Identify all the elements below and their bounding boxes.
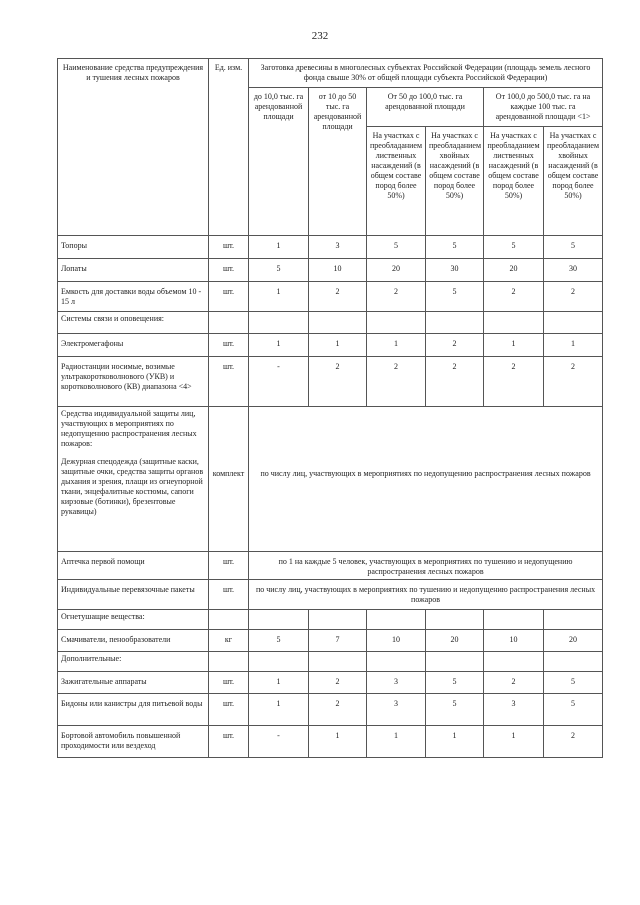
cell: 5 xyxy=(367,236,426,259)
row-unit: шт. xyxy=(209,236,249,259)
cell: - xyxy=(249,357,309,407)
table-row xyxy=(58,694,603,726)
spanned-cell: по 1 на каждые 5 человек, участвующих в мероприятиях по тушению и недопущению распространения лесных пожаров xyxy=(249,552,603,580)
row-unit: шт. xyxy=(209,357,249,407)
cell: 2 xyxy=(484,357,544,407)
header-sub2: от 10 до 50 тыс. га арендованной площади xyxy=(309,88,367,236)
cell: 2 xyxy=(309,282,367,312)
cell: 1 xyxy=(544,334,603,357)
spanned-cell: по числу лиц, участвующих в мероприятиях по тушению и недопущению распространения лесных пожаров xyxy=(249,580,603,610)
cell: 1 xyxy=(367,726,426,758)
row-unit: шт. xyxy=(209,259,249,282)
cell: 2 xyxy=(544,282,603,312)
header-sub3a: На участках с преобладанием лиственных насаждений (в общем составе пород более 50%) xyxy=(367,127,426,236)
cell: 1 xyxy=(309,334,367,357)
cell: 7 xyxy=(309,630,367,652)
row-unit: шт. xyxy=(209,694,249,726)
table-row xyxy=(58,282,603,312)
row-name: Зажигательные аппараты xyxy=(58,672,209,694)
header-name: Наименование средства предупреждения и тушения лесных пожаров xyxy=(58,59,209,236)
cell: 20 xyxy=(367,259,426,282)
cell: 2 xyxy=(426,357,484,407)
table-row xyxy=(58,236,603,259)
table-row xyxy=(58,552,603,580)
table-row xyxy=(58,672,603,694)
section-row xyxy=(58,312,603,334)
cell: 2 xyxy=(484,672,544,694)
cell: 1 xyxy=(249,672,309,694)
row-name: Индивидуальные перевязочные пакеты xyxy=(58,580,209,610)
row-unit: шт. xyxy=(209,552,249,580)
row-name: Емкость для доставки воды объемом 10 - 15 л xyxy=(58,282,209,312)
cell: 20 xyxy=(426,630,484,652)
section-row xyxy=(58,652,603,672)
cell: 2 xyxy=(309,357,367,407)
cell: 10 xyxy=(484,630,544,652)
cell: 5 xyxy=(426,694,484,726)
cell: 5 xyxy=(249,259,309,282)
row-name xyxy=(58,407,209,552)
cell: 30 xyxy=(426,259,484,282)
cell: 1 xyxy=(249,282,309,312)
ppe-items: Дежурная спецодежда (защитные каски, защитные очки, средства защиты органов дыхания и зрения, плащи из огнеупорной ткани, энцефалитные костюмы, сапоги кирзовые (ботинки), брезентовые рукавицы) xyxy=(61,457,204,516)
header-sub4b: На участках с преобладанием хвойных насаждений (в общем составе пород более 50%) xyxy=(544,127,603,236)
row-unit: шт. xyxy=(209,282,249,312)
table-row xyxy=(58,407,603,552)
header-sub3: От 50 до 100,0 тыс. га арендованной площади xyxy=(367,88,484,127)
equipment-table xyxy=(57,58,603,758)
table-row xyxy=(58,630,603,652)
section-heading: Средства индивидуальной защиты лиц, участвующих в мероприятиях по недопущению распространения лесных пожаров: xyxy=(61,409,197,448)
cell: 2 xyxy=(544,357,603,407)
cell: 2 xyxy=(367,357,426,407)
section-heading: Дополнительные: xyxy=(58,652,209,672)
cell: 2 xyxy=(544,726,603,758)
table-row xyxy=(58,726,603,758)
cell: 5 xyxy=(544,236,603,259)
cell: 30 xyxy=(544,259,603,282)
cell: 1 xyxy=(484,334,544,357)
cell: 2 xyxy=(426,334,484,357)
cell: 5 xyxy=(484,236,544,259)
cell: 1 xyxy=(426,726,484,758)
section-heading: Огнетушащие вещества: xyxy=(58,610,209,630)
row-unit: комплект xyxy=(209,407,249,552)
cell: 3 xyxy=(367,672,426,694)
spanned-cell: по числу лиц, участвующих в мероприятиях по недопущению распространения лесных пожаров xyxy=(249,407,603,552)
header-sub1: до 10,0 тыс. га арендованной площади xyxy=(249,88,309,236)
cell: 1 xyxy=(249,236,309,259)
cell: 1 xyxy=(309,726,367,758)
cell: 10 xyxy=(309,259,367,282)
page-number: 232 xyxy=(311,30,329,42)
row-name: Бидоны или канистры для питьевой воды xyxy=(58,694,209,726)
cell: 5 xyxy=(544,694,603,726)
row-name: Смачиватели, пенообразователи xyxy=(58,630,209,652)
cell: 10 xyxy=(367,630,426,652)
row-name: Радиостанции носимые, возимые ультракоротковолнового (УКВ) и коротковолнового (КВ) диапазона <4> xyxy=(58,357,209,407)
row-name: Лопаты xyxy=(58,259,209,282)
cell: 2 xyxy=(367,282,426,312)
cell: 1 xyxy=(249,334,309,357)
cell: 2 xyxy=(309,694,367,726)
header-unit: Ед. изм. xyxy=(209,59,249,236)
row-unit: шт. xyxy=(209,334,249,357)
section-heading: Системы связи и оповещения: xyxy=(58,312,209,334)
cell: 3 xyxy=(484,694,544,726)
cell: 1 xyxy=(249,694,309,726)
cell: 5 xyxy=(426,282,484,312)
cell: 2 xyxy=(309,672,367,694)
row-unit: шт. xyxy=(209,672,249,694)
cell: 3 xyxy=(309,236,367,259)
table-row xyxy=(58,334,603,357)
row-unit: шт. xyxy=(209,726,249,758)
cell: 20 xyxy=(544,630,603,652)
row-name: Топоры xyxy=(58,236,209,259)
row-name: Аптечка первой помощи xyxy=(58,552,209,580)
cell: 5 xyxy=(544,672,603,694)
row-name: Электромегафоны xyxy=(58,334,209,357)
header-sub4a: На участках с преобладанием лиственных насаждений (в общем составе пород более 50%) xyxy=(484,127,544,236)
row-unit: шт. xyxy=(209,580,249,610)
cell: 5 xyxy=(426,236,484,259)
section-row xyxy=(58,610,603,630)
cell: 5 xyxy=(249,630,309,652)
header-sub3b: На участках с преобладанием хвойных насаждений (в общем составе пород более 50%) xyxy=(426,127,484,236)
cell: 1 xyxy=(367,334,426,357)
table-row xyxy=(58,580,603,610)
table-row xyxy=(58,259,603,282)
cell: 2 xyxy=(484,282,544,312)
cell: 5 xyxy=(426,672,484,694)
cell: 1 xyxy=(484,726,544,758)
header-group: Заготовка древесины в многолесных субъектах Российской Федерации (площадь земель лесного фонда свыше 30% от общей площади субъекта Российской Федерации) xyxy=(249,59,603,88)
row-unit: кг xyxy=(209,630,249,652)
header-sub4: От 100,0 до 500,0 тыс. га на каждые 100 тыс. га арендованной площади <1> xyxy=(484,88,603,127)
cell: - xyxy=(249,726,309,758)
cell: 20 xyxy=(484,259,544,282)
row-name: Бортовой автомобиль повышенной проходимости или вездеход xyxy=(58,726,209,758)
table-row xyxy=(58,357,603,407)
cell: 3 xyxy=(367,694,426,726)
